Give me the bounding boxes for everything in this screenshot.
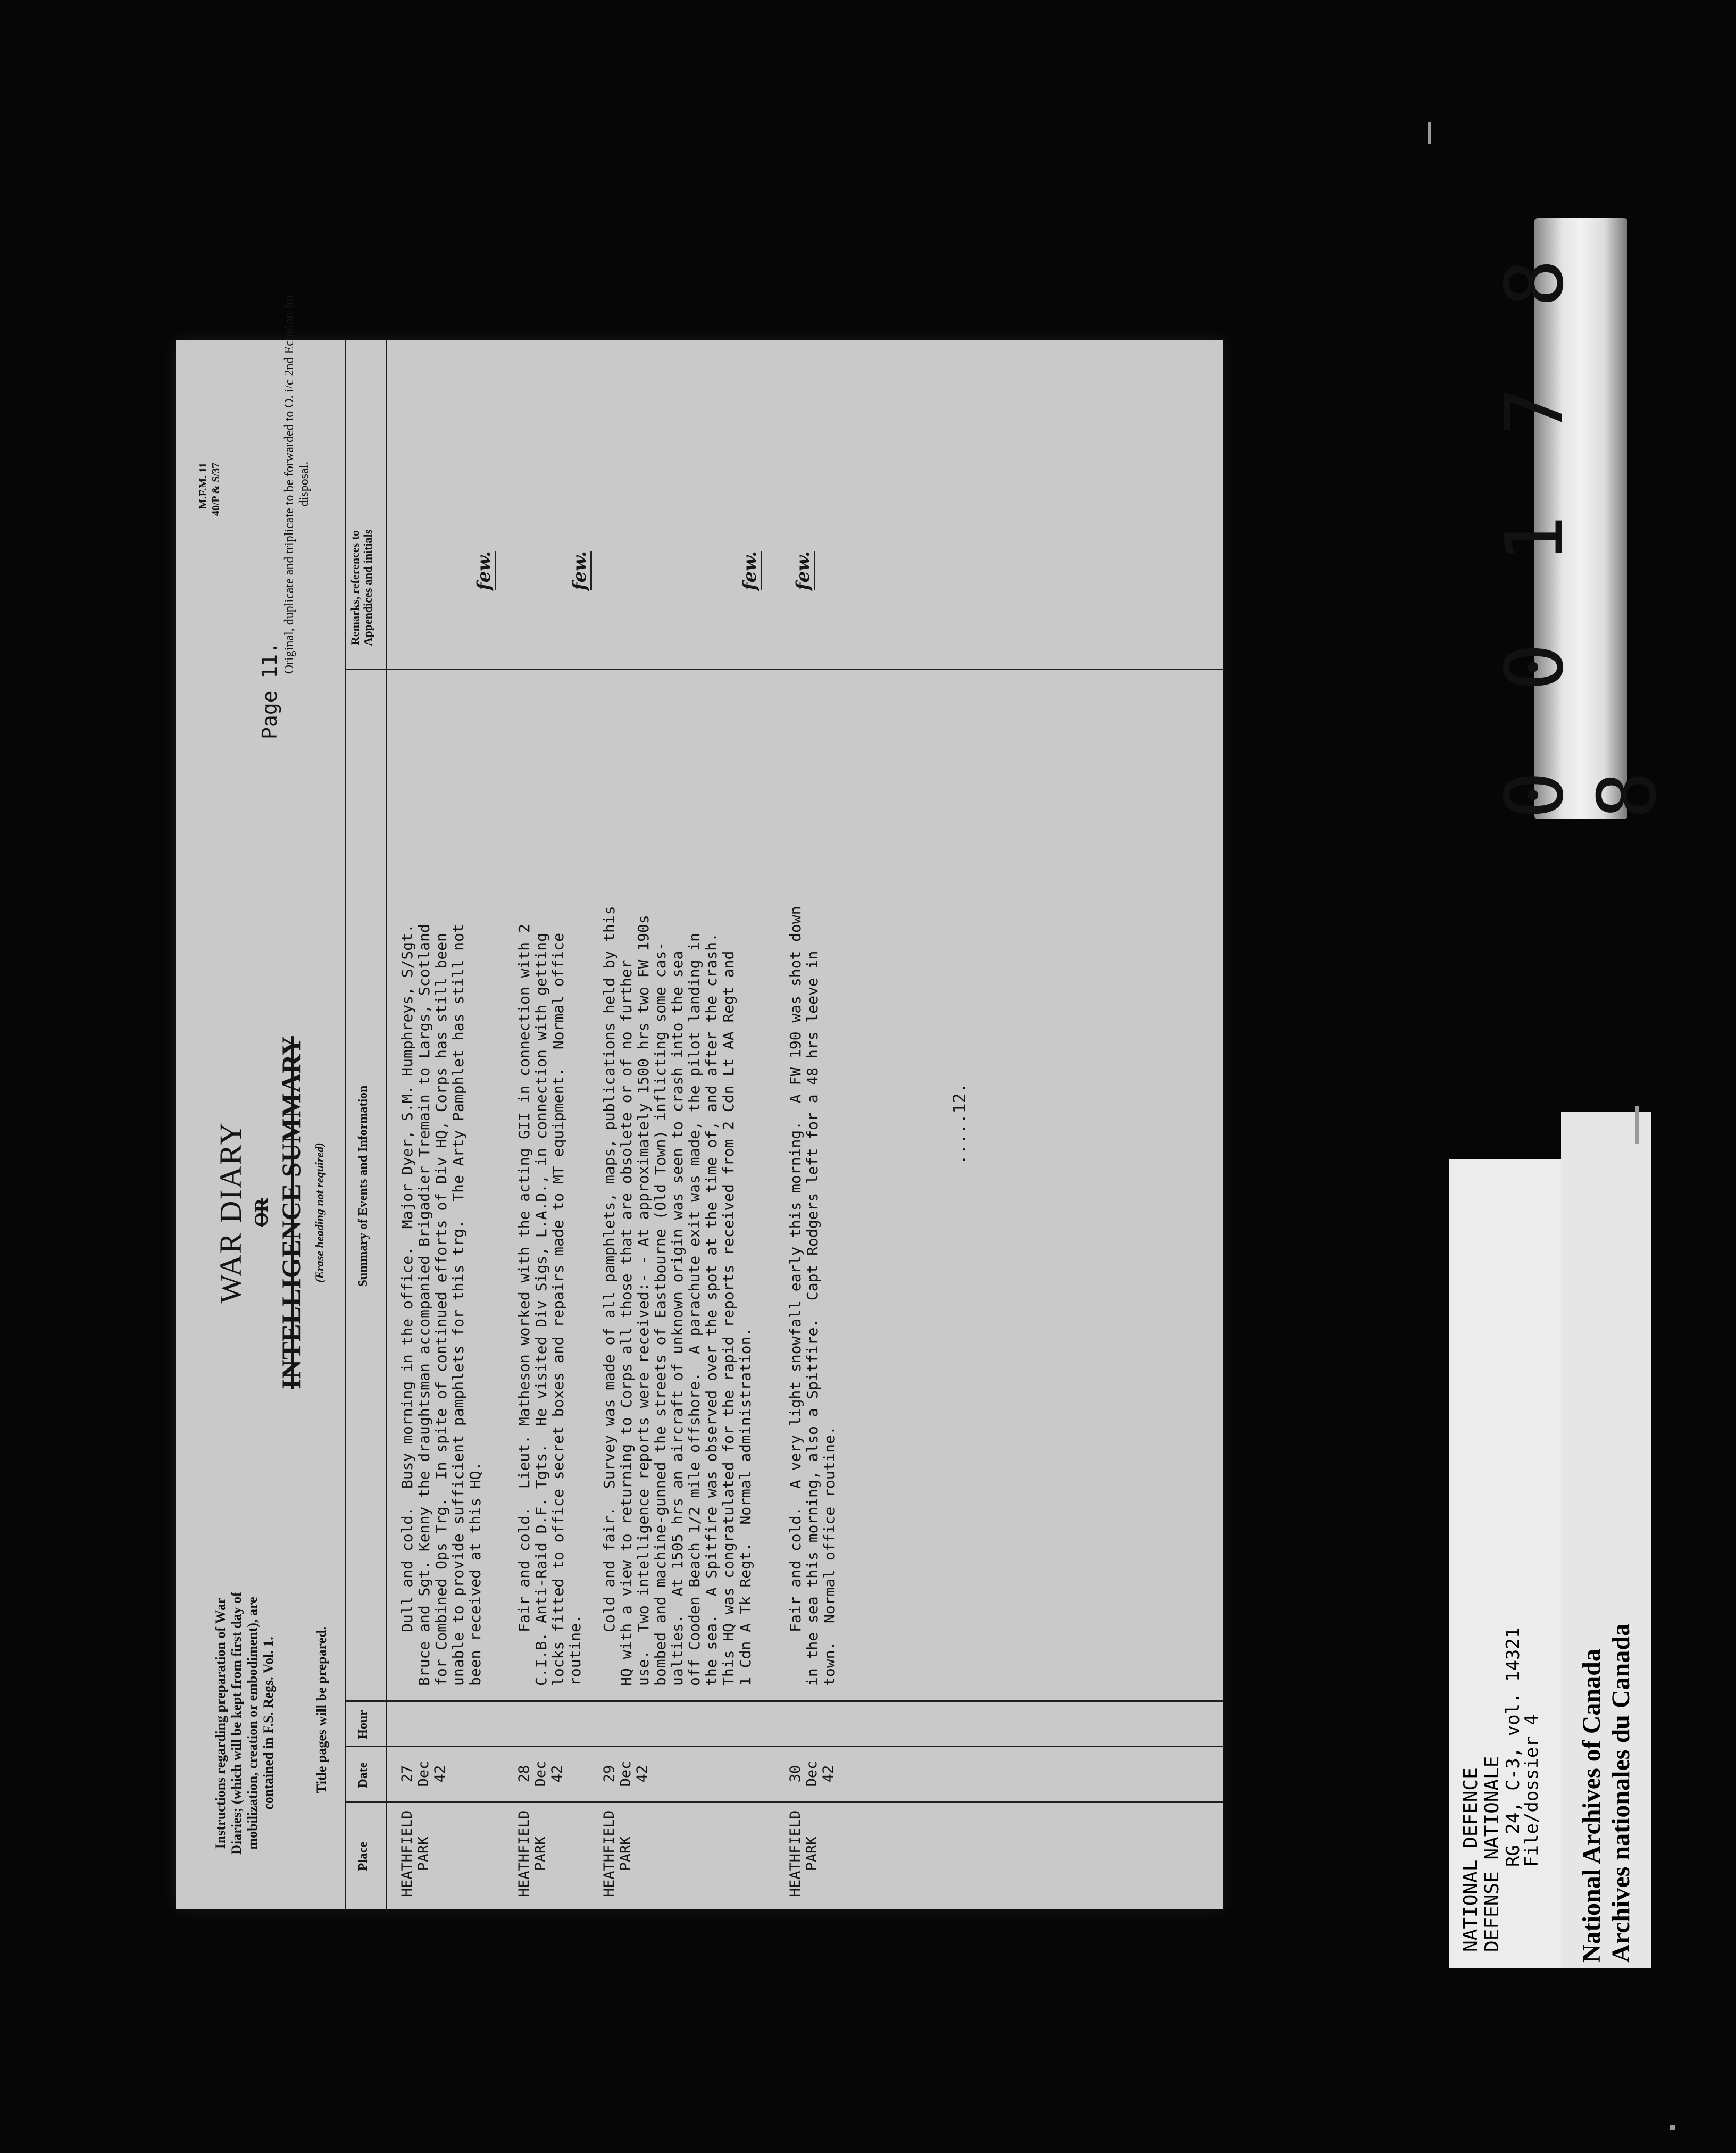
film-speck [1635,1106,1639,1144]
continued-marker: .....12. [949,1082,970,1165]
summary-remarks-divider [345,669,1223,670]
place-date-divider [345,1801,1223,1803]
initials-signature: few. [569,551,592,590]
stamp-rg-line1: RG 24, C-3, vol. 14321 [1503,1627,1524,1867]
entry-summary: Cold and fair. Survey was made of all pamphlets, maps, publications held by this HQ with a view to returning to Corps all those that are obsolete or of no further use. Two intelligence reports were received:- - At approximately 1500 hrs two FW 190s bombed and machine-gunned the streets of Eastbourne (Old Town) inflicting some cas- ualties. At 1505 hrs an aircraft of unknown origin was seen to crash into the sea off Cooden Beach 1/2 mile offshore. A parachute exit was made, the pilot landing in the sea. A Spitfire was observed over the spot at the time of, and after the crash. This HQ was congratulated for the rapid reports received from 2 Cdn Lt AA Regt and 1 Cdn A Tk Regt. Normal administration. [600,906,754,1686]
form-title: WAR DIARY [213,1122,248,1304]
form-page [176,294,1223,1909]
entry-date: 29 Dec 42 [601,1760,650,1787]
title-pages-note: Title pages will be prepared. [314,1626,329,1794]
entry-date: 27 Dec 42 [399,1760,448,1787]
date-hour-divider [345,1746,1223,1747]
column-header-remarks: Remarks, references to Appendices and initials [348,529,374,646]
erase-note: (Erase heading not required) [313,1142,326,1283]
column-header-place: Place [356,1841,370,1871]
entry-date: 30 Dec 42 [787,1760,837,1787]
entry-date: 28 Dec 42 [516,1760,565,1787]
table-top-rule [345,340,346,1909]
stamp-rg-line2: File/dossier 4 [1521,1714,1542,1867]
stamp-nd-line1: NATIONAL DEFENCE [1460,1767,1482,1952]
stamp-nd-line2: DEFENSE NATIONALE [1481,1756,1503,1952]
entry-place: HEATHFIELD PARK [399,1810,432,1897]
entry-initials [792,551,815,590]
instructions-note: Instructions regarding preparation of War Diaries; (which will be kept from first day of mobilization, creation or embodiment), are contained in F.S. Regs. Vol. 1. [213,1592,276,1855]
form-title-or: OR [251,1198,272,1227]
initials-signature: few. [792,551,815,590]
stamp-na-line2: Archives nationales du Canada [1607,1623,1635,1963]
entry-summary: Fair and cold. A very light snowfall early this morning. A FW 190 was shot down in the sea this morning, also a Spitfire. Capt Rodgers left for a 48 hrs leeve in town. Normal office routine. [787,906,838,1686]
column-header-hour: Hour [356,1710,370,1739]
page-number: Page 11. [258,641,281,739]
form-subtitle-struck: INTELLIGENCE SUMMARY [276,1036,306,1389]
form-number-line1: M.F.M. 11 [197,463,209,510]
entry-place: HEATHFIELD PARK [516,1810,549,1897]
initials-signature: few. [739,551,762,590]
war-diary-sheet [176,294,1223,1909]
form-number-line2: 40/P & S/37 [210,463,222,516]
entry-place: HEATHFIELD PARK [601,1810,634,1897]
initials-signature: few. [473,551,496,590]
entry-summary: Fair and cold. Lieut. Matheson worked with the acting GII in connection with 2 C.I.B. Anti-Raid D.F. Tgts. He visited Div Sigs, L.A.D., in connection with getting locks fitted to office secret boxes and repairs made to MT equipment. Normal office routine. [515,924,584,1686]
entry-initials [473,551,496,590]
entry-initials [739,551,762,590]
hour-summary-divider [345,1700,1223,1702]
entry-place: HEATHFIELD PARK [787,1810,820,1897]
frame-number: 0 0 1 7 8 8 [1488,243,1674,819]
entry-summary: Dull and cold. Busy morning in the office. Major Dyer, S.M. Humphreys, S/Sgt. Bruce and Sgt. Kenny the draughtsman accompanied Brigadier Tremain to Largs, Scotland for Combined Ops Trg. In spite of continued efforts of Div HQ, Corps has still been unable to provide sufficient pamphlets for this trg. The Arty Pamphlet has still not been received at this HQ. [398,924,484,1686]
column-header-date: Date [356,1762,370,1788]
stamp-na-line1: National Archives of Canada [1578,1649,1606,1963]
header-bottom-rule [386,340,387,1909]
entry-initials [569,551,592,590]
film-speck [1670,2125,1675,2130]
form-number [197,463,222,569]
column-header-summary: Summary of Events and Information [356,1085,370,1287]
distribution-note: Original, duplicate and triplicate to be forwarded to O. i/c 2nd Echelon for disposal. [282,294,311,674]
film-speck [1428,122,1431,144]
